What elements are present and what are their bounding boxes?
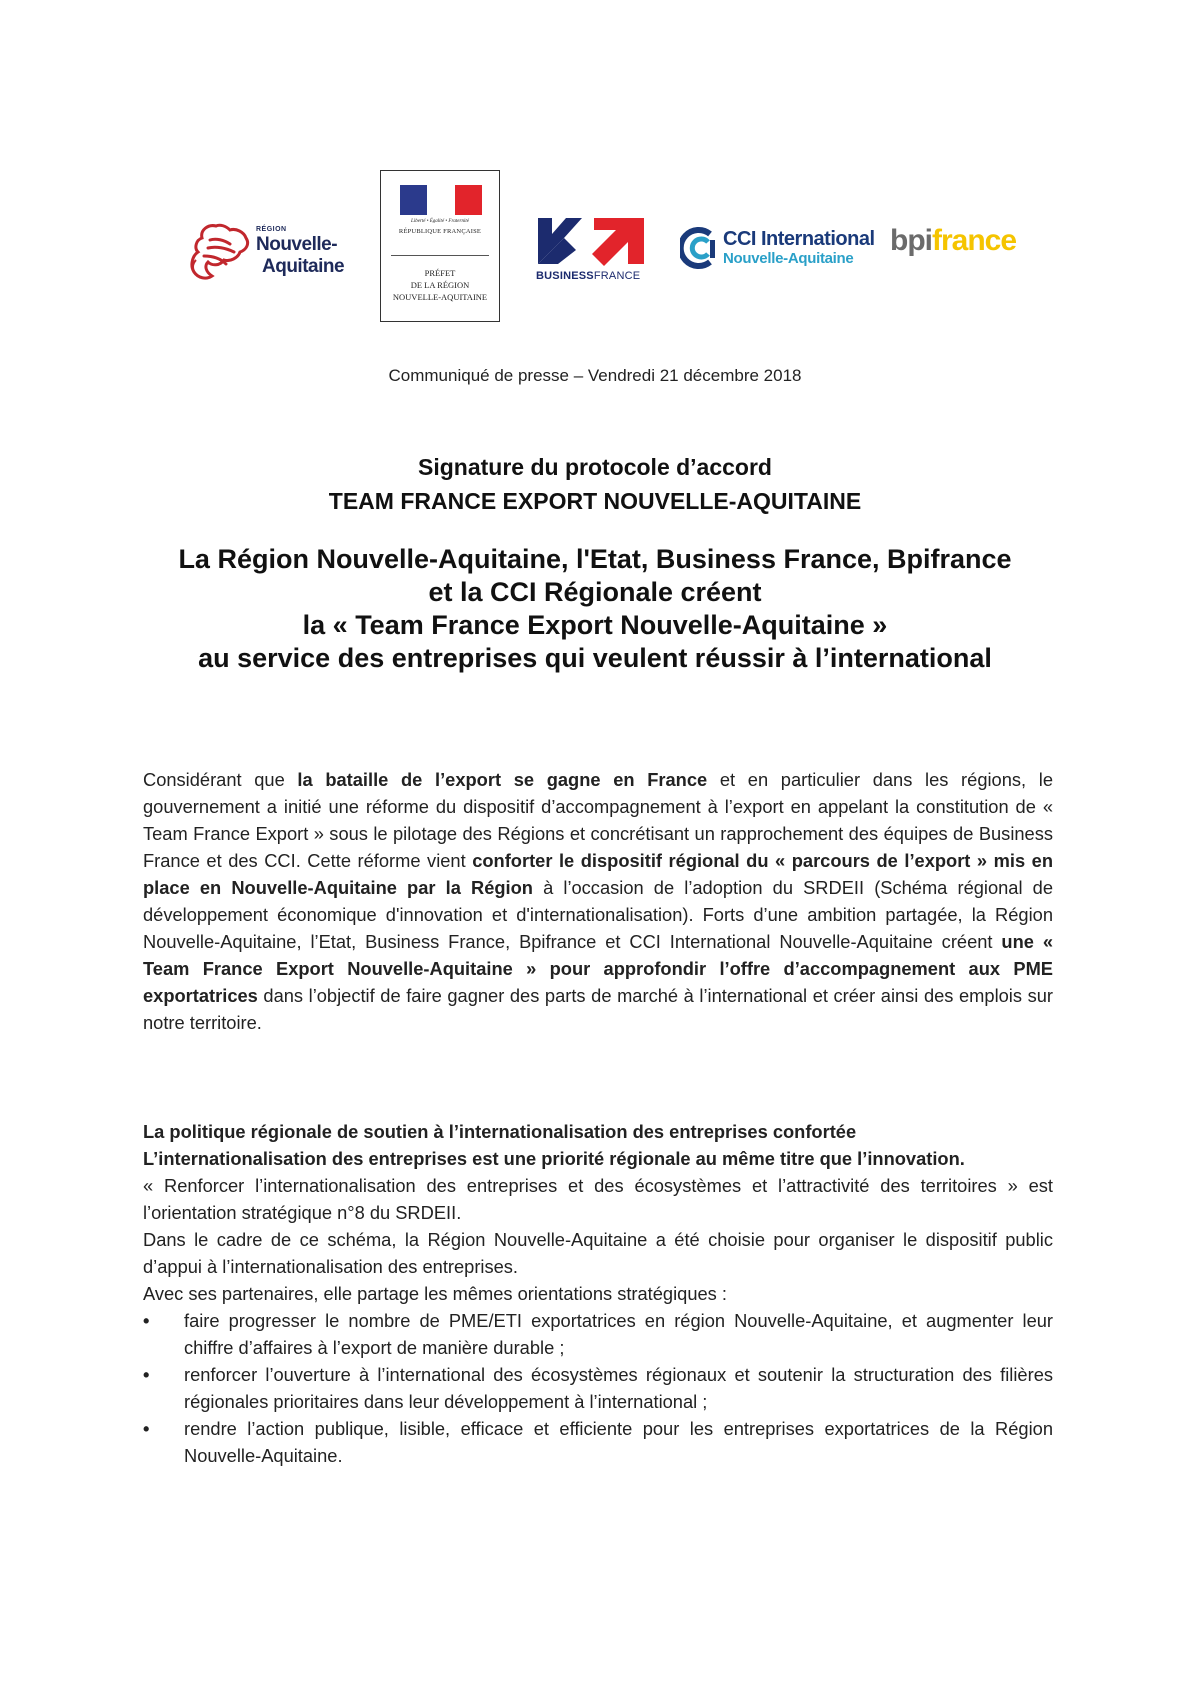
region-nouvelle-aquitaine-logo xyxy=(186,214,354,290)
prefet-line2: DE LA RÉGION xyxy=(410,280,470,290)
section-paragraph-1: « Renforcer l’internationalisation des entreprises et des écosystèmes et l’attractivité des territoires » est l’orientation stratégique n°8 du SRDEII. xyxy=(143,1175,1053,1223)
business-france-logo xyxy=(536,214,648,284)
list-item-text: renforcer l’ouverture à l’international des écosystèmes régionaux et soutenir la structuration des filières régionales prioritaires dans leur développement à l’international ; xyxy=(184,1364,1053,1412)
lion-emblem-icon xyxy=(186,220,256,284)
business-france-caption xyxy=(536,270,640,282)
bullet-icon: • xyxy=(143,1310,150,1331)
list-item xyxy=(143,1415,1053,1469)
region-name-line1: Nouvelle- xyxy=(256,234,338,255)
prefet-republic: RÉPUBLIQUE FRANÇAISE xyxy=(398,228,482,235)
intro-bold-1: la bataille de l’export se gagne en France xyxy=(297,769,708,790)
intro-paragraph xyxy=(143,766,1053,1036)
cci-subtitle: Nouvelle-Aquitaine xyxy=(723,250,854,267)
list-item-text: faire progresser le nombre de PME/ETI exportatrices en région Nouvelle-Aquitaine, et augmenter leur chiffre d’affaires à l’export de manière durable ; xyxy=(184,1310,1053,1358)
regional-policy-section xyxy=(143,1118,1053,1469)
section-paragraph-3: Avec ses partenaires, elle partage les mêmes orientations stratégiques : xyxy=(143,1283,727,1304)
bpifrance-part2: france xyxy=(932,224,1017,257)
intro-text-4: dans l’objectif de faire gagner des parts de marché à l’international et créer ainsi des emplois sur notre territoire. xyxy=(143,985,1053,1033)
cci-c-icon xyxy=(680,226,720,270)
bullet-icon: • xyxy=(143,1364,150,1385)
region-name-line2: Aquitaine xyxy=(262,256,345,277)
section-paragraph-2: Dans le cadre de ce schéma, la Région Nouvelle-Aquitaine a été choisie pour organiser le dispositif public d’appui à l’internationalisation des entreprises. xyxy=(143,1229,1053,1277)
intro-text-3: à l’occasion de l’adoption du SRDEII (Schéma régional de développement économique d'innovation et d'internationalisation). Forts d’une ambition partagée, la Région Nouvelle-Aquitaine, l’Etat, Business France, Bpifrance et CCI International Nouvelle-Aquitaine créent xyxy=(143,877,1053,952)
intro-text-1: Considérant que xyxy=(143,769,298,790)
subheading-line1: La Région Nouvelle-Aquitaine, l'Etat, Business France, Bpifrance xyxy=(178,544,1012,574)
document-subheading xyxy=(0,543,1190,675)
cci-title: CCI International xyxy=(723,228,875,250)
heading-line1: Signature du protocole d’accord xyxy=(418,454,772,480)
section-title: La politique régionale de soutien à l’internationalisation des entreprises confortée xyxy=(143,1121,857,1142)
dateline: Communiqué de presse – Vendredi 21 décembre 2018 xyxy=(388,366,802,385)
prefet-logo xyxy=(380,170,500,322)
subheading-line3: la « Team France Export Nouvelle-Aquitaine » xyxy=(302,610,888,640)
orientations-list xyxy=(143,1307,1053,1469)
business-france-bold: BUSINESS xyxy=(536,270,594,282)
business-france-thin: FRANCE xyxy=(593,270,641,282)
section-subtitle: L’internationalisation des entreprises est une priorité régionale au même titre que l’innovation. xyxy=(143,1148,965,1169)
heading-line2: TEAM FRANCE EXPORT NOUVELLE-AQUITAINE xyxy=(328,488,862,514)
cci-international-logo xyxy=(680,226,876,270)
list-item-text: rendre l’action publique, lisible, efficace et efficiente pour les entreprises exportatrices de la Région Nouvelle-Aquitaine. xyxy=(184,1418,1053,1466)
intro-text-2: et en particulier dans les régions, le gouvernement a initié une réforme du dispositif d’accompagnement à l’export en appelant la constitution de « Team France Export » sous le pilotage des Régions et concrétisant un rapprochement des équipes de Business France et des CCI. Cette réforme vient xyxy=(143,769,1053,871)
list-item xyxy=(143,1361,1053,1415)
prefet-motto: Liberté • Égalité • Fraternité xyxy=(411,219,469,224)
prefet-title xyxy=(381,267,499,303)
bpifrance-logo xyxy=(890,224,1017,264)
prefet-line3: NOUVELLE-AQUITAINE xyxy=(392,292,488,302)
subheading-line2: et la CCI Régionale créent xyxy=(428,577,762,607)
intro-bold-2: conforter le dispositif régional du « parcours de l’export » mis en place en Nouvelle-Aquitaine par la Région xyxy=(143,850,1053,898)
business-france-arrows-icon xyxy=(536,214,648,268)
prefet-line1: PRÉFET xyxy=(424,268,456,278)
list-item xyxy=(143,1307,1053,1361)
region-label: RÉGION xyxy=(256,226,287,233)
intro-bold-3: une « Team France Export Nouvelle-Aquitaine » pour approfondir l’offre d’accompagnement aux PME exportatrices xyxy=(143,931,1054,1006)
subheading-line4: au service des entreprises qui veulent réussir à l’international xyxy=(198,643,992,673)
marianne-flag-icon xyxy=(400,185,482,215)
bullet-icon: • xyxy=(143,1418,150,1439)
bpifrance-part1: bpi xyxy=(890,224,932,257)
prefet-divider xyxy=(391,255,489,256)
document-heading xyxy=(0,450,1190,518)
